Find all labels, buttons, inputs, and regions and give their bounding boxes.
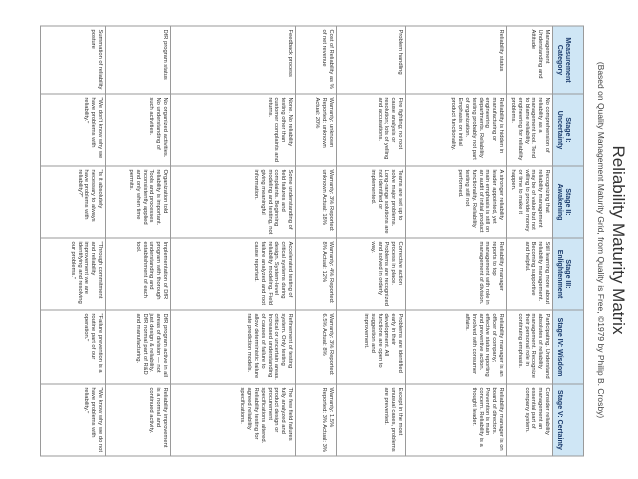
- table-row: [406, 26, 507, 456]
- table-cell: Organization told reliability is important. Tools and processes inconsistently applied and only when time permits.: [106, 166, 171, 238]
- table-cell: None. No reliability testing other than customer complaints and returns.: [171, 94, 296, 166]
- table-row: [106, 26, 171, 456]
- table-cell: "We know why we do not have problems with reliability.": [41, 384, 106, 456]
- table-cell: Reliability manager is an officer of company; effective status reporting and preventive action. Involved with consumer affairs.: [406, 310, 507, 384]
- document-subtitle: (Based on Quality Management Maturity Grid, from Quality is Free, ©1979 by Philip B. Crosby): [596, 61, 606, 418]
- header-cell: Stage V: Certainty: [553, 384, 584, 456]
- table-cell: Warranty: 3% Reported: unknown Actual: 18%: [296, 166, 337, 238]
- table-cell: No organized activities. No understanding of such activities.: [106, 94, 171, 166]
- table-cell: Fire fighting; no root cause analysis or resolution; lots of yelling and accusations.: [337, 94, 406, 166]
- table-cell: Recognizing that reliability management may be of value but not willing to provide money or time to make it happen.: [507, 166, 553, 238]
- table-cell: Refinement of testing system. Only testing critical or uncertain areas. Increased understanding of causes of failure to allow deterministic failure rate prediction models.: [171, 310, 296, 384]
- table-cell: "Failure prevention is a routine part of our operation.": [41, 310, 106, 384]
- table-cell: "Through commitment and reliability improvement we are identifying and resolving our problems.": [41, 238, 106, 310]
- header-cell: Stage IV: Wisdom: [553, 310, 584, 384]
- table-row: [171, 26, 296, 456]
- table-row: [507, 26, 553, 456]
- table-cell: No comprehension of reliability as a management tool. Tend to blame reliability engineering for reliability problems.: [507, 94, 553, 166]
- header-row: [553, 26, 584, 456]
- category-cell: Problem handling: [337, 26, 406, 94]
- table-row: [296, 26, 337, 456]
- table-row: [41, 26, 106, 456]
- table-cell: DfR program active in all areas of division — not just design & reliability. DfR normal part of R&D and manufacturing.: [106, 310, 171, 384]
- table-cell: Participating. Understand absolutes of reliability management. Recognize their personal role in continuing emphasis.: [507, 310, 553, 384]
- category-cell: Summation of reliability posture: [41, 26, 106, 94]
- document-title: Reliability Maturity Matrix: [609, 145, 628, 334]
- category-cell: Management Understanding and Attitude: [507, 26, 553, 94]
- table-cell: Warranty: 3% Reported: 6.5% Actual: 8%: [296, 310, 337, 384]
- category-cell: Cost of Reliability as % of net revenue: [296, 26, 337, 94]
- table-cell: Reliability is hidden in manufacturing or engineering departments. Reliability testing probably not part of organization. Emphasis on initial product functionality.: [406, 94, 507, 166]
- table-cell: Except in the most unusual cases, problems are prevented.: [337, 384, 406, 456]
- table-cell: Implementation of DfR program with thorough understanding and establishment of each tool.: [106, 238, 171, 310]
- maturity-matrix-table: [40, 25, 584, 456]
- table-cell: Some understanding of field failures and complaints. Beginning modeling and testing, not giving meaningful information.: [171, 166, 296, 238]
- table-row: [337, 26, 406, 456]
- table-cell: A stronger reliability leader appointed, yet main emphasis is still on an audit of initial product functionality. Reliability testing still not performed.: [406, 166, 507, 238]
- table-cell: The few field failures fully analyzed and product design or procurement specifications altered. Reliability testing for agreed reliability specifications.: [171, 384, 296, 456]
- table-cell: Consider reliability management an essential part of company system.: [507, 384, 553, 456]
- table-cell: "Is it absolutely necessary to always have problems with reliability?": [41, 166, 106, 238]
- category-cell: Feedback process: [171, 26, 296, 94]
- table-cell: Reliability improvement is a normal and continued activity.: [106, 384, 171, 456]
- header-cell: Stage II: Awakening: [553, 166, 584, 238]
- header-cell: Stage I: Uncertainty: [553, 94, 584, 166]
- table-cell: Problems are identified early in their development. All functions are open to suggestion and improvement.: [337, 310, 406, 384]
- category-cell: DfR program status: [106, 26, 171, 94]
- table-cell: Reliability manager is on board of directors. Prevention is main concern. Reliability is a thought leader.: [406, 384, 507, 456]
- category-cell: Reliability status: [406, 26, 507, 94]
- table-cell: Still learning more about reliability management. Becoming supportive and helpful.: [507, 238, 553, 310]
- table-cell: Reliability manager reports to top management with role in management of division.: [406, 238, 507, 310]
- table-cell: Accelerated testing of critical systems during design. System-level reliability modeling. Field failure analyzed and root cause reported.: [171, 238, 296, 310]
- table-cell: Warranty: 4% Reported: 8% Actual: 12%: [296, 238, 337, 310]
- table-cell: Warranty: unknown Reported: unknown Actual: 20%: [296, 94, 337, 166]
- header-cell: Measurement Category: [553, 26, 584, 94]
- table-cell: Teams are set up to solve major problems. Long-range solutions are not identified or implemented.: [337, 166, 406, 238]
- table-cell: Corrective action process in place. Problems are recognized and solved in orderly way.: [337, 238, 406, 310]
- header-cell: Stage III: Enlightenment: [553, 238, 584, 310]
- table-cell: Warranty: 1.5% Reported: 3% Actual: 3%: [296, 384, 337, 456]
- table-cell: "We don't know why we have problems with reliability.": [41, 94, 106, 166]
